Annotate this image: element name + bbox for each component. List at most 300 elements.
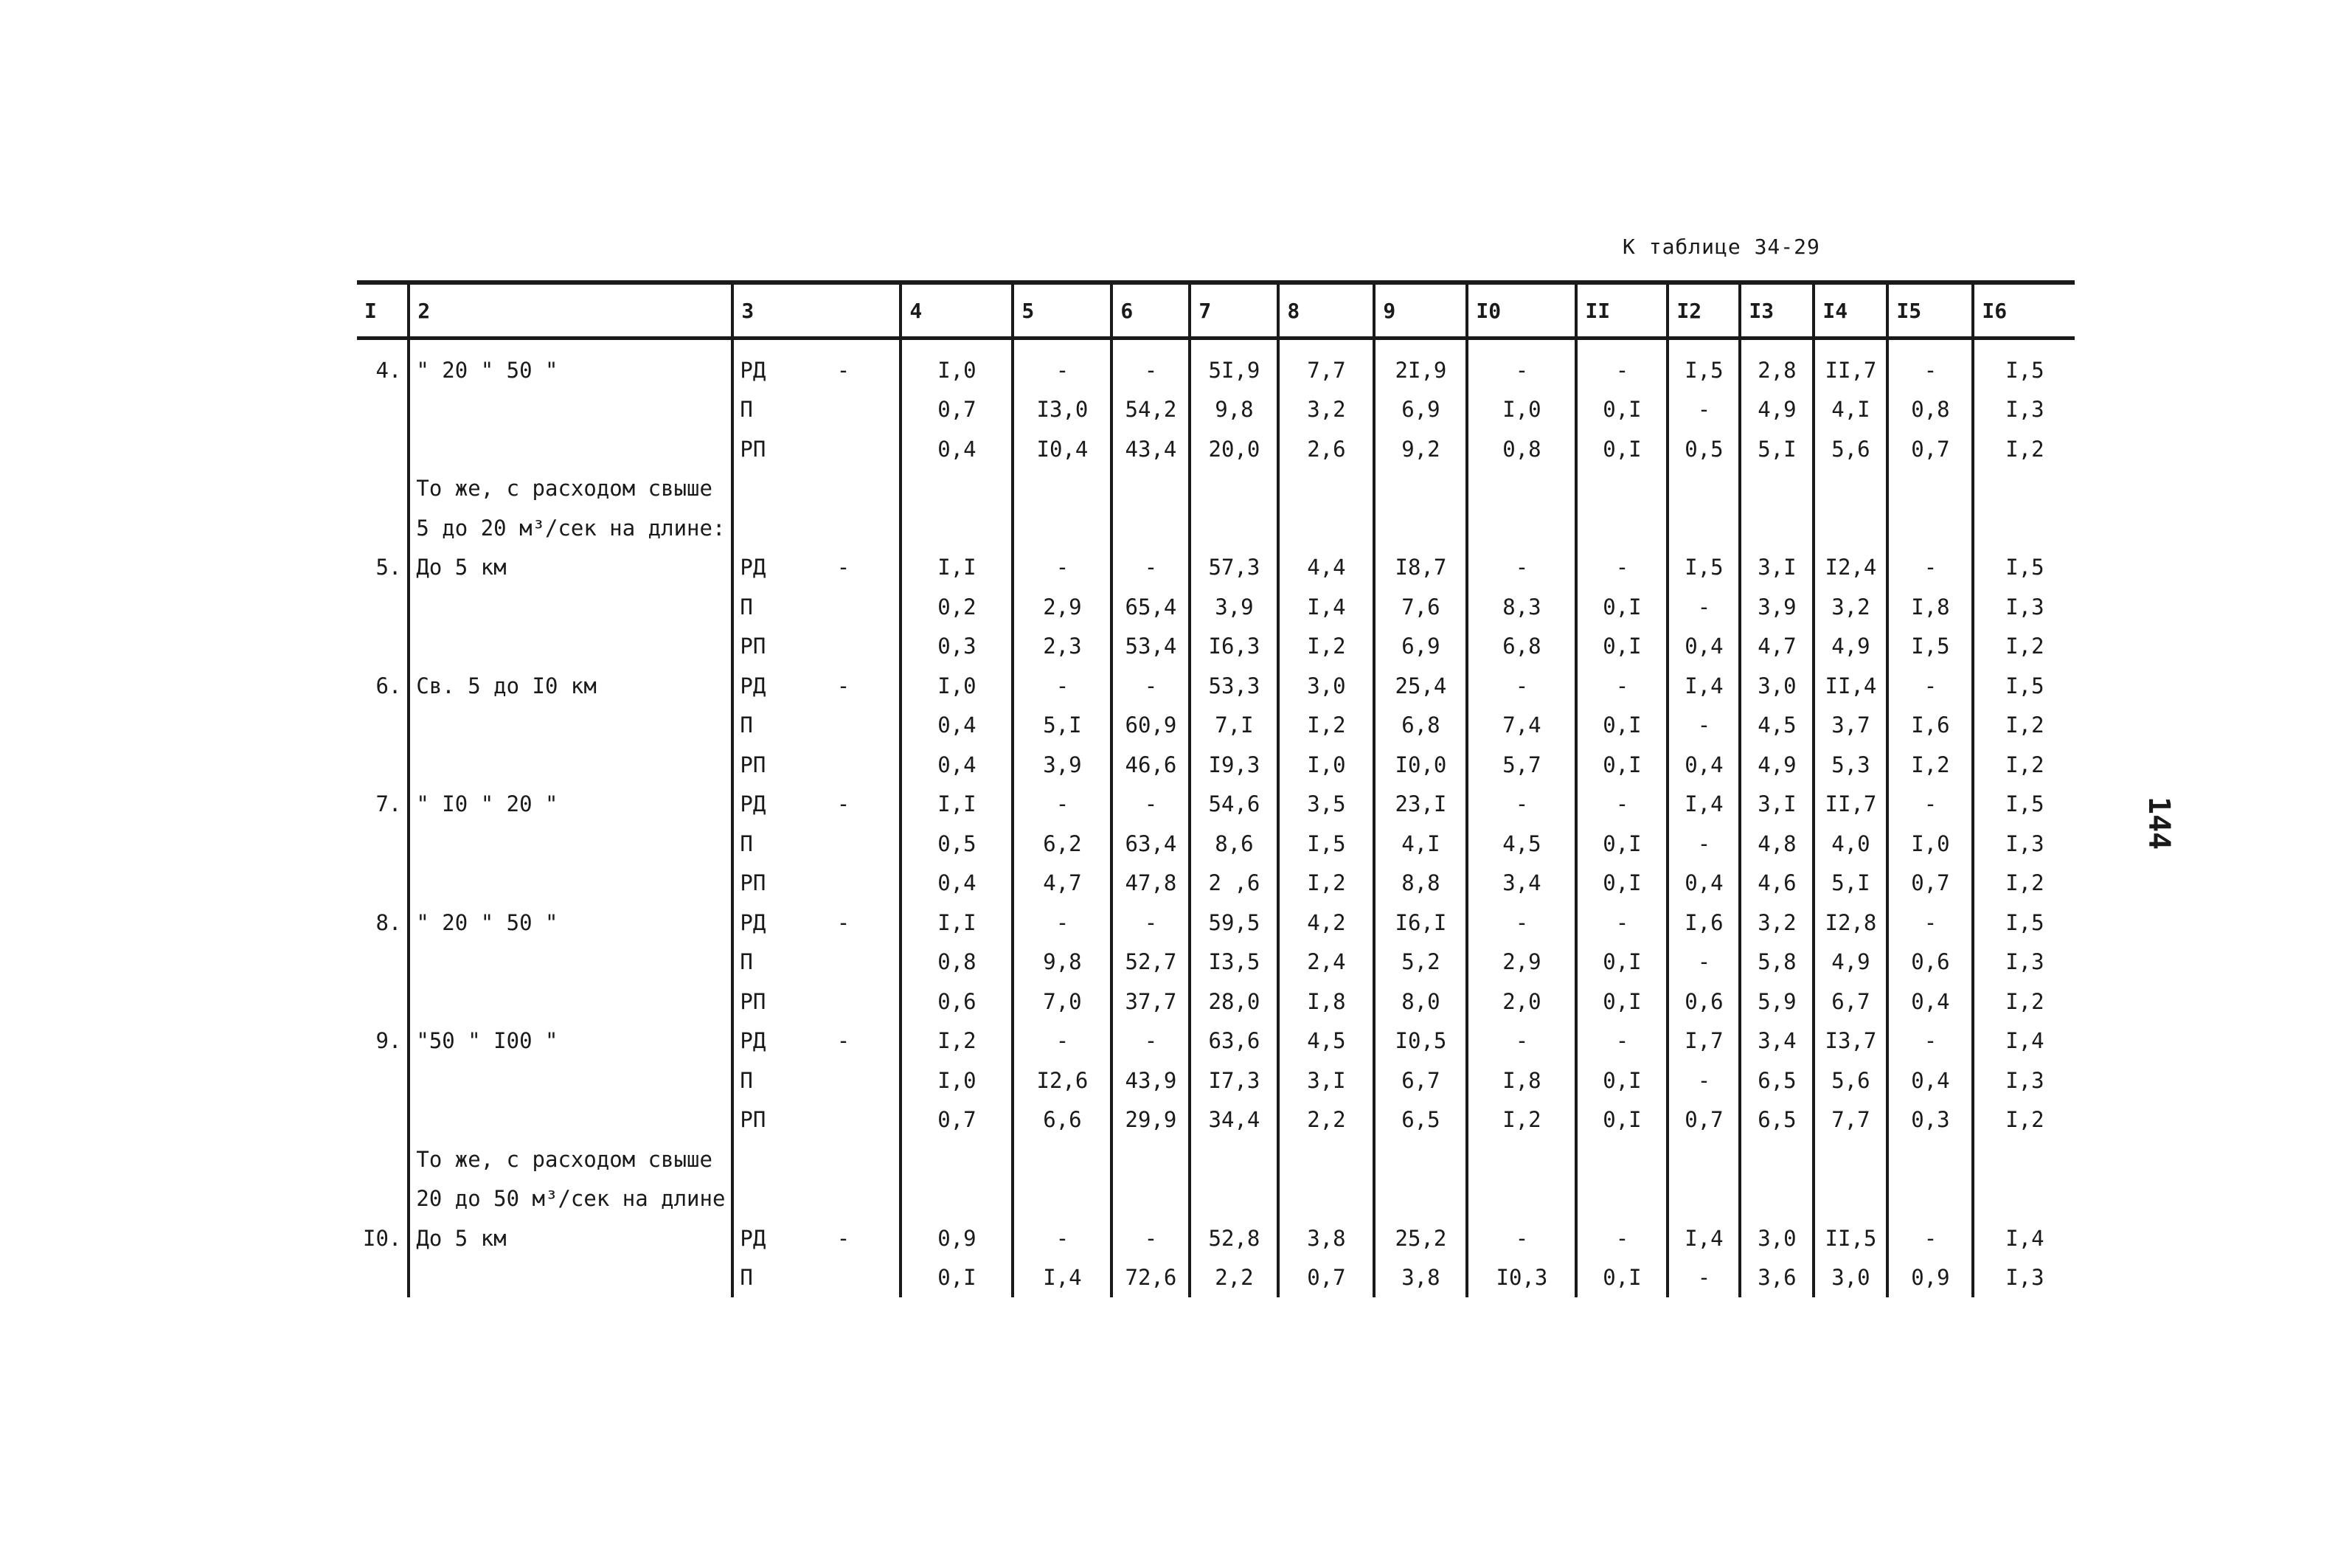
value-cell-col-5: 9,8 — [1013, 943, 1111, 982]
value-cell-col-6: - — [1111, 548, 1190, 588]
value-cell-col-15: 0,4 — [1887, 982, 1973, 1021]
value-cell-col-5: - — [1013, 548, 1111, 588]
table-row — [357, 429, 2075, 469]
table-header — [357, 282, 2075, 339]
value-cell-col-6: 43,4 — [1111, 429, 1190, 469]
row-description: 5 до 20 м³/сек на длине: — [409, 508, 732, 548]
value-cell-col-11: 0,I — [1576, 982, 1668, 1021]
value-cell-col-5: 6,2 — [1013, 824, 1111, 864]
value-cell-col-13: 3,0 — [1740, 1218, 1814, 1258]
value-cell-col-15 — [1887, 469, 1973, 509]
row-type-cell — [732, 706, 901, 746]
row-description — [409, 587, 732, 627]
value-cell-col-13: 3,I — [1740, 548, 1814, 588]
value-cell-col-7 — [1190, 1179, 1278, 1219]
value-cell-col-4: 0,I — [901, 1258, 1013, 1298]
value-cell-col-4: 0,4 — [901, 864, 1013, 903]
value-cell-col-11: - — [1576, 785, 1668, 825]
row-description — [409, 1100, 732, 1140]
row-type-code: П — [740, 1067, 753, 1093]
value-cell-col-16: I,5 — [1973, 666, 2075, 706]
column-header-16: I6 — [1973, 282, 2075, 339]
value-cell-col-5: I2,6 — [1013, 1061, 1111, 1100]
row-number: 7. — [375, 791, 402, 817]
value-cell-col-10: I,2 — [1467, 1100, 1576, 1140]
value-cell-col-4: 0,4 — [901, 745, 1013, 785]
value-cell-col-11: 0,I — [1576, 1061, 1668, 1100]
value-cell-col-9: I6,I — [1374, 903, 1467, 943]
row-description: 20 до 50 м³/сек на длине — [409, 1179, 732, 1219]
value-cell-col-16: I,3 — [1973, 1061, 2075, 1100]
value-cell-col-6 — [1111, 1179, 1190, 1219]
value-cell-col-4: 0,3 — [901, 627, 1013, 667]
value-cell-col-13: 3,4 — [1740, 1021, 1814, 1061]
value-cell-col-7: 52,8 — [1190, 1218, 1278, 1258]
value-cell-col-4: 0,7 — [901, 390, 1013, 430]
value-cell-col-16: I,2 — [1973, 864, 2075, 903]
value-cell-col-8: 3,0 — [1278, 666, 1374, 706]
value-cell-col-12: - — [1668, 1061, 1740, 1100]
value-cell-col-10: - — [1467, 339, 1576, 390]
value-cell-col-11: - — [1576, 903, 1668, 943]
value-cell-col-15: - — [1887, 548, 1973, 588]
value-cell-col-10: - — [1467, 785, 1576, 825]
value-cell-col-8 — [1278, 469, 1374, 509]
row-type-code: П — [740, 712, 753, 738]
value-cell-col-10: 6,8 — [1467, 627, 1576, 667]
table-row — [357, 339, 2075, 390]
value-cell-col-10: I,8 — [1467, 1061, 1576, 1100]
value-cell-col-4: I,I — [901, 903, 1013, 943]
column-header-1: I — [357, 282, 409, 339]
value-cell-col-10: 4,5 — [1467, 824, 1576, 864]
row-type-code: РД — [740, 555, 766, 580]
column-header-5: 5 — [1013, 282, 1111, 339]
value-cell-col-14: 5,I — [1814, 864, 1887, 903]
value-cell-col-12 — [1668, 1139, 1740, 1179]
value-cell-col-8: 7,7 — [1278, 339, 1374, 390]
table-row — [357, 706, 2075, 746]
value-cell-col-4: I,2 — [901, 1021, 1013, 1061]
value-cell-col-6: 65,4 — [1111, 587, 1190, 627]
row-description — [409, 1061, 732, 1100]
row-type-cell — [732, 666, 901, 706]
value-cell-col-8: 4,5 — [1278, 1021, 1374, 1061]
value-cell-col-7: I9,3 — [1190, 745, 1278, 785]
value-cell-col-4 — [901, 508, 1013, 548]
value-cell-col-4: I,0 — [901, 339, 1013, 390]
value-cell-col-11 — [1576, 1139, 1668, 1179]
row-type-dash: - — [836, 791, 850, 817]
value-cell-col-11: 0,I — [1576, 824, 1668, 864]
row-number — [357, 508, 409, 548]
value-cell-col-4: 0,8 — [901, 943, 1013, 982]
value-cell-col-6 — [1111, 508, 1190, 548]
row-type-dash: - — [836, 555, 850, 580]
value-cell-col-5: - — [1013, 1021, 1111, 1061]
value-cell-col-16 — [1973, 1179, 2075, 1219]
value-cell-col-10: I0,3 — [1467, 1258, 1576, 1298]
row-description: " 20 " 50 " — [409, 339, 732, 390]
value-cell-col-5: 2,3 — [1013, 627, 1111, 667]
value-cell-col-12: I,6 — [1668, 903, 1740, 943]
value-cell-col-10: - — [1467, 548, 1576, 588]
value-cell-col-9: 25,4 — [1374, 666, 1467, 706]
row-number — [357, 1139, 409, 1179]
value-cell-col-8: 2,4 — [1278, 943, 1374, 982]
row-type-code: РП — [740, 988, 766, 1014]
value-cell-col-8: 2,6 — [1278, 429, 1374, 469]
row-number: 9. — [375, 1028, 402, 1054]
value-cell-col-9: 23,I — [1374, 785, 1467, 825]
value-cell-col-6: 53,4 — [1111, 627, 1190, 667]
value-cell-col-8: I,2 — [1278, 627, 1374, 667]
value-cell-col-14 — [1814, 1139, 1887, 1179]
row-description: "50 " I00 " — [409, 1021, 732, 1061]
value-cell-col-4: I,0 — [901, 666, 1013, 706]
value-cell-col-4 — [901, 1139, 1013, 1179]
row-type-cell — [732, 1258, 901, 1298]
value-cell-col-8 — [1278, 1179, 1374, 1219]
table-row — [357, 1061, 2075, 1100]
row-description: То же, с расходом свыше — [409, 1139, 732, 1179]
value-cell-col-14 — [1814, 508, 1887, 548]
value-cell-col-16 — [1973, 1139, 2075, 1179]
value-cell-col-7: 9,8 — [1190, 390, 1278, 430]
value-cell-col-6: 54,2 — [1111, 390, 1190, 430]
value-cell-col-4: 0,4 — [901, 429, 1013, 469]
row-type-cell — [732, 548, 901, 588]
row-type-code: РП — [740, 870, 766, 896]
value-cell-col-11 — [1576, 508, 1668, 548]
row-type-cell — [732, 390, 901, 430]
value-cell-col-8: I,4 — [1278, 587, 1374, 627]
row-type-cell — [732, 339, 901, 390]
value-cell-col-15: 0,6 — [1887, 943, 1973, 982]
value-cell-col-9: 4,I — [1374, 824, 1467, 864]
value-cell-col-12 — [1668, 1179, 1740, 1219]
value-cell-col-6: 60,9 — [1111, 706, 1190, 746]
value-cell-col-6 — [1111, 1139, 1190, 1179]
value-cell-col-14: 3,7 — [1814, 706, 1887, 746]
value-cell-col-11: - — [1576, 1021, 1668, 1061]
value-cell-col-12: - — [1668, 824, 1740, 864]
row-number — [357, 469, 409, 509]
value-cell-col-4: 0,7 — [901, 1100, 1013, 1140]
value-cell-col-10 — [1467, 469, 1576, 509]
value-cell-col-12: I,7 — [1668, 1021, 1740, 1061]
value-cell-col-14: I3,7 — [1814, 1021, 1887, 1061]
row-type-cell — [732, 1218, 901, 1258]
table-row — [357, 508, 2075, 548]
column-header-8: 8 — [1278, 282, 1374, 339]
table-row — [357, 1139, 2075, 1179]
value-cell-col-14: 3,2 — [1814, 587, 1887, 627]
value-cell-col-7: I7,3 — [1190, 1061, 1278, 1100]
row-number: 6. — [375, 673, 402, 698]
value-cell-col-13: 3,9 — [1740, 587, 1814, 627]
value-cell-col-15: 0,7 — [1887, 864, 1973, 903]
value-cell-col-11 — [1576, 1179, 1668, 1219]
column-header-6: 6 — [1111, 282, 1190, 339]
value-cell-col-14 — [1814, 1179, 1887, 1219]
value-cell-col-16: I,2 — [1973, 627, 2075, 667]
value-cell-col-9: I0,5 — [1374, 1021, 1467, 1061]
value-cell-col-5 — [1013, 1139, 1111, 1179]
column-header-14: I4 — [1814, 282, 1887, 339]
value-cell-col-11: 0,I — [1576, 429, 1668, 469]
value-cell-col-11: - — [1576, 666, 1668, 706]
value-cell-col-13: 4,8 — [1740, 824, 1814, 864]
value-cell-col-14: II,7 — [1814, 785, 1887, 825]
value-cell-col-12: 0,6 — [1668, 982, 1740, 1021]
value-cell-col-10: - — [1467, 903, 1576, 943]
table-row — [357, 390, 2075, 430]
value-cell-col-7: 5I,9 — [1190, 339, 1278, 390]
value-cell-col-13: 3,6 — [1740, 1258, 1814, 1298]
value-cell-col-14: II,7 — [1814, 339, 1887, 390]
row-description — [409, 864, 732, 903]
row-number — [357, 1179, 409, 1219]
value-cell-col-15: I,5 — [1887, 627, 1973, 667]
value-cell-col-15: I,0 — [1887, 824, 1973, 864]
row-description — [409, 706, 732, 746]
row-description — [409, 390, 732, 430]
value-cell-col-5: 7,0 — [1013, 982, 1111, 1021]
table-row — [357, 903, 2075, 943]
column-header-13: I3 — [1740, 282, 1814, 339]
row-type-cell — [732, 943, 901, 982]
value-cell-col-7: 2,2 — [1190, 1258, 1278, 1298]
row-description — [409, 745, 732, 785]
value-cell-col-9: 8,0 — [1374, 982, 1467, 1021]
value-cell-col-9: 5,2 — [1374, 943, 1467, 982]
row-number: 8. — [375, 909, 402, 935]
row-type-code: П — [740, 949, 753, 975]
value-cell-col-13 — [1740, 1139, 1814, 1179]
value-cell-col-13: 4,9 — [1740, 745, 1814, 785]
value-cell-col-6: 63,4 — [1111, 824, 1190, 864]
value-cell-col-10: I,0 — [1467, 390, 1576, 430]
value-cell-col-12: I,5 — [1668, 548, 1740, 588]
value-cell-col-8: I,0 — [1278, 745, 1374, 785]
row-type-cell — [732, 1021, 901, 1061]
value-cell-col-14: 5,3 — [1814, 745, 1887, 785]
value-cell-col-5: - — [1013, 785, 1111, 825]
value-cell-col-12: - — [1668, 706, 1740, 746]
value-cell-col-11: 0,I — [1576, 706, 1668, 746]
row-type-dash: - — [836, 909, 850, 935]
value-cell-col-16: I,2 — [1973, 429, 2075, 469]
value-cell-col-6 — [1111, 469, 1190, 509]
value-cell-col-5: I3,0 — [1013, 390, 1111, 430]
value-cell-col-16: I,2 — [1973, 1100, 2075, 1140]
value-cell-col-14: 4,0 — [1814, 824, 1887, 864]
table-row — [357, 548, 2075, 588]
value-cell-col-16: I,2 — [1973, 745, 2075, 785]
value-cell-col-6: 43,9 — [1111, 1061, 1190, 1100]
value-cell-col-14: 7,7 — [1814, 1100, 1887, 1140]
value-cell-col-12 — [1668, 508, 1740, 548]
value-cell-col-12: - — [1668, 587, 1740, 627]
value-cell-col-10 — [1467, 1179, 1576, 1219]
row-description: До 5 км — [409, 1218, 732, 1258]
value-cell-col-13: 5,I — [1740, 429, 1814, 469]
value-cell-col-5: - — [1013, 339, 1111, 390]
table-body — [357, 339, 2075, 1298]
value-cell-col-7: 54,6 — [1190, 785, 1278, 825]
value-cell-col-9: 8,8 — [1374, 864, 1467, 903]
value-cell-col-5: 3,9 — [1013, 745, 1111, 785]
row-number — [357, 1061, 409, 1100]
value-cell-col-9: 6,9 — [1374, 627, 1467, 667]
value-cell-col-4 — [901, 469, 1013, 509]
row-number — [357, 745, 409, 785]
value-cell-col-14: 6,7 — [1814, 982, 1887, 1021]
value-cell-col-12: - — [1668, 1258, 1740, 1298]
value-cell-col-13: 4,5 — [1740, 706, 1814, 746]
value-cell-col-11: 0,I — [1576, 587, 1668, 627]
value-cell-col-4: 0,6 — [901, 982, 1013, 1021]
value-cell-col-9: 7,6 — [1374, 587, 1467, 627]
value-cell-col-7: 3,9 — [1190, 587, 1278, 627]
value-cell-col-12: 0,7 — [1668, 1100, 1740, 1140]
value-cell-col-12: 0,5 — [1668, 429, 1740, 469]
value-cell-col-13 — [1740, 1179, 1814, 1219]
value-cell-col-6: 46,6 — [1111, 745, 1190, 785]
value-cell-col-5: - — [1013, 903, 1111, 943]
value-cell-col-5: I0,4 — [1013, 429, 1111, 469]
value-cell-col-8: 0,7 — [1278, 1258, 1374, 1298]
value-cell-col-7 — [1190, 469, 1278, 509]
value-cell-col-7: I6,3 — [1190, 627, 1278, 667]
value-cell-col-6: - — [1111, 903, 1190, 943]
table-row — [357, 627, 2075, 667]
row-number — [357, 587, 409, 627]
value-cell-col-9: I0,0 — [1374, 745, 1467, 785]
row-type-code: РП — [740, 752, 766, 777]
row-description: " I0 " 20 " — [409, 785, 732, 825]
value-cell-col-9 — [1374, 1179, 1467, 1219]
value-cell-col-16: I,5 — [1973, 903, 2075, 943]
value-cell-col-11 — [1576, 469, 1668, 509]
value-cell-col-15: I,2 — [1887, 745, 1973, 785]
value-cell-col-16: I,4 — [1973, 1021, 2075, 1061]
row-type-cell — [732, 824, 901, 864]
row-type-code: П — [740, 830, 753, 856]
value-cell-col-16: I,5 — [1973, 785, 2075, 825]
row-type-cell — [732, 1179, 901, 1219]
value-cell-col-16: I,2 — [1973, 706, 2075, 746]
value-cell-col-8: I,2 — [1278, 706, 1374, 746]
row-number — [357, 982, 409, 1021]
value-cell-col-15: - — [1887, 666, 1973, 706]
value-cell-col-11: 0,I — [1576, 390, 1668, 430]
table-row — [357, 1258, 2075, 1298]
value-cell-col-10: - — [1467, 1021, 1576, 1061]
row-description: То же, с расходом свыше — [409, 469, 732, 509]
value-cell-col-6: 52,7 — [1111, 943, 1190, 982]
column-header-12: I2 — [1668, 282, 1740, 339]
value-cell-col-13: 4,9 — [1740, 390, 1814, 430]
table-row — [357, 666, 2075, 706]
value-cell-col-11: - — [1576, 548, 1668, 588]
value-cell-col-11: 0,I — [1576, 745, 1668, 785]
value-cell-col-11: 0,I — [1576, 627, 1668, 667]
row-number — [357, 1100, 409, 1140]
value-cell-col-8: 2,2 — [1278, 1100, 1374, 1140]
value-cell-col-10: 3,4 — [1467, 864, 1576, 903]
row-description — [409, 1258, 732, 1298]
row-type-cell — [732, 627, 901, 667]
table-row — [357, 745, 2075, 785]
value-cell-col-16: I,3 — [1973, 824, 2075, 864]
value-cell-col-15: 0,9 — [1887, 1258, 1973, 1298]
value-cell-col-15 — [1887, 508, 1973, 548]
value-cell-col-5: 4,7 — [1013, 864, 1111, 903]
value-cell-col-12: - — [1668, 390, 1740, 430]
value-cell-col-16: I,3 — [1973, 1258, 2075, 1298]
value-cell-col-13: 4,7 — [1740, 627, 1814, 667]
value-cell-col-8: I,2 — [1278, 864, 1374, 903]
row-description — [409, 627, 732, 667]
value-cell-col-10: 2,9 — [1467, 943, 1576, 982]
value-cell-col-10: - — [1467, 1218, 1576, 1258]
value-cell-col-4: 0,9 — [901, 1218, 1013, 1258]
value-cell-col-15: 0,7 — [1887, 429, 1973, 469]
table-caption: К таблице 34-29 — [1623, 235, 1820, 259]
value-cell-col-7: I3,5 — [1190, 943, 1278, 982]
value-cell-col-9: 9,2 — [1374, 429, 1467, 469]
value-cell-col-5: 5,I — [1013, 706, 1111, 746]
value-cell-col-4: I,I — [901, 548, 1013, 588]
row-number — [357, 429, 409, 469]
value-cell-col-10: 7,4 — [1467, 706, 1576, 746]
value-cell-col-13: 6,5 — [1740, 1061, 1814, 1100]
value-cell-col-7: 7,I — [1190, 706, 1278, 746]
row-type-code: РД — [740, 1028, 766, 1054]
value-cell-col-7 — [1190, 1139, 1278, 1179]
value-cell-col-16: I,3 — [1973, 587, 2075, 627]
row-type-cell — [732, 469, 901, 509]
row-number: I0. — [363, 1225, 402, 1251]
value-cell-col-13: 3,0 — [1740, 666, 1814, 706]
value-cell-col-14: 4,9 — [1814, 627, 1887, 667]
value-cell-col-7: 53,3 — [1190, 666, 1278, 706]
row-description — [409, 982, 732, 1021]
value-cell-col-4: I,I — [901, 785, 1013, 825]
value-cell-col-12: I,4 — [1668, 785, 1740, 825]
row-number: 4. — [375, 357, 402, 383]
value-cell-col-5: 2,9 — [1013, 587, 1111, 627]
value-cell-col-12: 0,4 — [1668, 745, 1740, 785]
value-cell-col-4 — [901, 1179, 1013, 1219]
value-cell-col-4: 0,2 — [901, 587, 1013, 627]
value-cell-col-12: 0,4 — [1668, 864, 1740, 903]
row-type-cell — [732, 429, 901, 469]
value-cell-col-8: 4,4 — [1278, 548, 1374, 588]
table-row — [357, 587, 2075, 627]
value-cell-col-13: 2,8 — [1740, 339, 1814, 390]
data-table — [357, 280, 2075, 1297]
value-cell-col-9 — [1374, 1139, 1467, 1179]
value-cell-col-6: 29,9 — [1111, 1100, 1190, 1140]
row-type-cell — [732, 508, 901, 548]
value-cell-col-16: I,5 — [1973, 339, 2075, 390]
row-type-code: П — [740, 594, 753, 620]
value-cell-col-15 — [1887, 1179, 1973, 1219]
column-header-7: 7 — [1190, 282, 1278, 339]
